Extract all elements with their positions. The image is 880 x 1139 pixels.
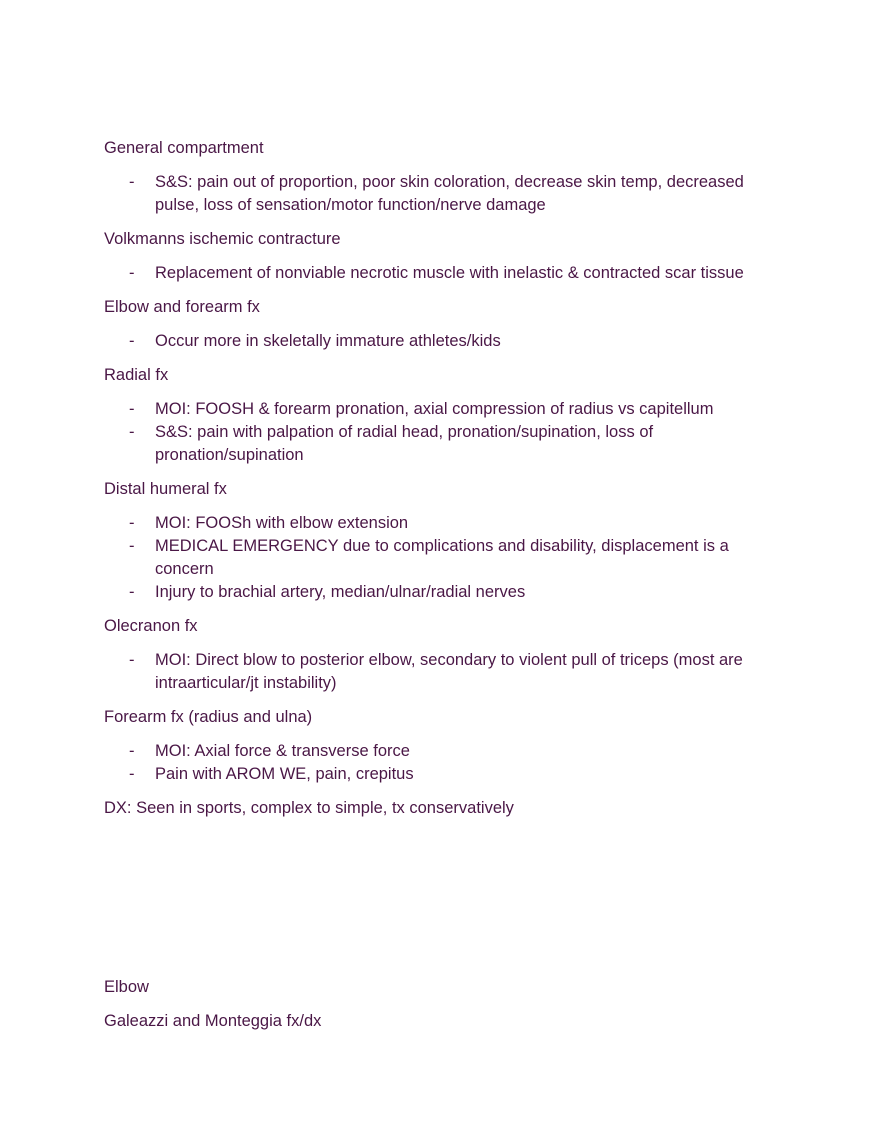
bullet-item <box>104 512 784 535</box>
bullet-list <box>104 262 784 285</box>
bullet-text: MOI: Axial force & transverse force <box>155 742 410 760</box>
dash-marker: - <box>129 651 135 669</box>
bullet-text: MEDICAL EMERGENCY due to complications and disability, displacement is a concern <box>155 537 729 578</box>
galeazzi-heading: Galeazzi and Monteggia fx/dx <box>104 1012 322 1030</box>
dash-marker: - <box>129 423 135 441</box>
section-radial-fx <box>104 364 784 467</box>
dash-marker: - <box>129 583 135 601</box>
bullet-list <box>104 740 784 786</box>
section-heading: Volkmanns ischemic contracture <box>104 230 341 248</box>
bullet-text: MOI: Direct blow to posterior elbow, secondary to violent pull of triceps (most are intraarticular/jt instability) <box>155 651 743 692</box>
bullet-item <box>104 581 784 604</box>
bullet-list <box>104 171 784 217</box>
dash-marker: - <box>129 742 135 760</box>
section-heading: Elbow and forearm fx <box>104 298 260 316</box>
dash-marker: - <box>129 537 135 555</box>
bullet-text: Injury to brachial artery, median/ulnar/radial nerves <box>155 583 526 601</box>
lower-section <box>104 976 784 1044</box>
bullet-item <box>104 171 784 217</box>
dash-marker: - <box>129 264 135 282</box>
section-general-compartment <box>104 137 784 217</box>
bullet-item <box>104 421 784 467</box>
bullet-list <box>104 398 784 467</box>
bullet-list <box>104 512 784 604</box>
bullet-item <box>104 398 784 421</box>
bullet-item <box>104 649 784 695</box>
bullet-list <box>104 330 784 353</box>
section-heading: Olecranon fx <box>104 617 198 635</box>
section-heading: Radial fx <box>104 366 169 384</box>
section-heading: Forearm fx (radius and ulna) <box>104 708 313 726</box>
bullet-text: Occur more in skeletally immature athletes/kids <box>155 332 501 350</box>
dash-marker: - <box>129 173 135 191</box>
section-elbow-forearm-fx <box>104 296 784 353</box>
bullet-text: S&S: pain with palpation of radial head, pronation/supination, loss of pronation/supination <box>155 423 654 464</box>
bullet-text: Replacement of nonviable necrotic muscle with inelastic & contracted scar tissue <box>155 264 744 282</box>
section-volkmanns <box>104 228 784 285</box>
bullet-item <box>104 763 784 786</box>
section-forearm-fx <box>104 706 784 786</box>
notes-content <box>104 137 784 831</box>
elbow-heading: Elbow <box>104 978 149 996</box>
dx-line: DX: Seen in sports, complex to simple, tx conservatively <box>104 799 514 817</box>
bullet-text: MOI: FOOSH & forearm pronation, axial compression of radius vs capitellum <box>155 400 714 418</box>
bullet-text: S&S: pain out of proportion, poor skin coloration, decrease skin temp, decreased pulse, loss of sensation/motor function/nerve damage <box>155 173 744 214</box>
dash-marker: - <box>129 332 135 350</box>
dash-marker: - <box>129 514 135 532</box>
bullet-item <box>104 535 784 581</box>
bullet-item <box>104 330 784 353</box>
bullet-text: MOI: FOOSh with elbow extension <box>155 514 409 532</box>
bullet-list <box>104 649 784 695</box>
section-heading: Distal humeral fx <box>104 480 227 498</box>
section-olecranon-fx <box>104 615 784 695</box>
dash-marker: - <box>129 400 135 418</box>
section-heading: General compartment <box>104 139 264 157</box>
bullet-item <box>104 740 784 763</box>
dash-marker: - <box>129 765 135 783</box>
section-distal-humeral-fx <box>104 478 784 604</box>
bullet-text: Pain with AROM WE, pain, crepitus <box>155 765 414 783</box>
bullet-item <box>104 262 784 285</box>
